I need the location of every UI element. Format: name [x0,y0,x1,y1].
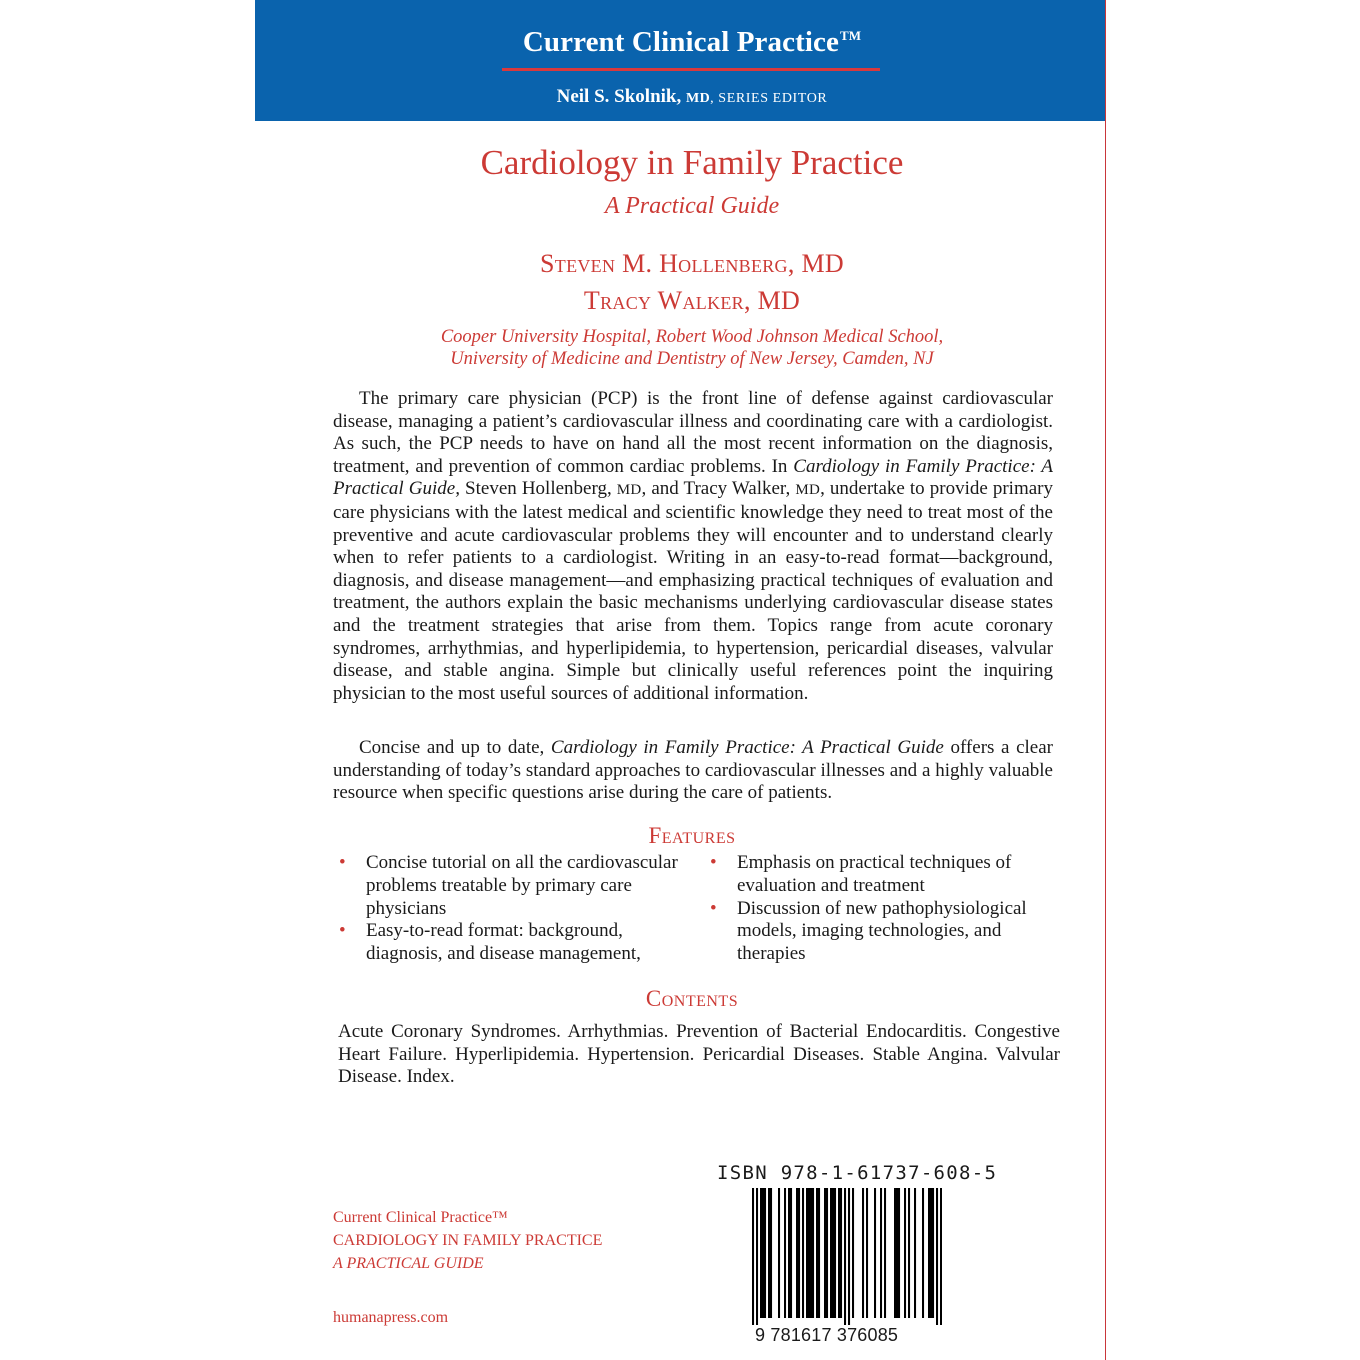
barcode-bar [768,1188,770,1318]
bullet-icon: • [710,852,717,873]
degree-md: MD [795,482,821,499]
editor-degree: MD [685,91,711,106]
barcode-bar [790,1188,792,1318]
barcode-bar [848,1188,850,1325]
barcode-bar [808,1188,810,1318]
features-column-right [704,852,1064,966]
barcode-bar [898,1188,900,1318]
feature-text: Concise tutorial on all the cardiovascular problems treatable by primary care physicians [366,852,678,919]
barcode-bar [824,1188,826,1318]
text-run: , and Tracy Walker, [641,478,796,500]
feature-text: Discussion of new pathophysiological models, imaging technologies, and therapies [737,897,1027,965]
bullet-icon: • [339,920,346,942]
barcode-bar [884,1188,886,1318]
back-cover [255,0,1106,1360]
barcode-bar [932,1188,934,1318]
barcode-bar [796,1188,798,1318]
barcode-bar [940,1188,942,1325]
description-paragraph-1 [333,388,1053,705]
footer-subtitle: A PRACTICAL GUIDE [333,1255,484,1272]
barcode-bar [844,1188,846,1325]
barcode-bar [764,1188,766,1318]
editor-name: Neil S. Skolnik, [556,86,682,107]
degree-md: MD [616,482,642,499]
affiliation-line-1: Cooper University Hospital, Robert Wood Johnson Medical School, [440,327,944,347]
text-run: The primary care physician (PCP) is the front line of defense against cardiovascular disease, managing a patient’s cardiovascular illness and coordinating care with a cardiologist. As such, the PCP needs to have on hand all the most recent information on the diagnosis, treatment, and prevention of common cardiac problems. In [333,388,1053,477]
barcode-bar [778,1188,780,1318]
isbn-number: ISBN 978-1-61737-608-5 [717,1162,998,1184]
barcode-bar [862,1188,864,1318]
editor-role: , SERIES EDITOR [710,91,828,106]
barcode-bar [784,1188,786,1318]
features-heading: Features [648,823,736,848]
feature-text: Easy-to-read format: background, diagnosis, and disease management, [366,920,641,965]
barcode-bar [904,1188,906,1318]
list-item [704,852,1064,898]
barcode-bar [866,1188,868,1318]
barcode-bar [756,1188,758,1325]
series-banner [255,0,1105,121]
barcode-bar [896,1188,898,1318]
barcode-bar [834,1188,836,1318]
barcode-bar [818,1188,820,1318]
barcode-bar [806,1188,808,1318]
contents-heading: Contents [645,986,739,1011]
barcode-bar [760,1188,762,1318]
features-column-left [333,852,683,966]
barcode-bar [908,1188,910,1318]
author-hollenberg: Steven M. Hollenberg, MD [540,249,844,278]
footer-series: Current Clinical Practice™ [333,1209,508,1226]
barcode-bar [770,1188,772,1318]
barcode-bar [826,1188,828,1318]
barcode-bar [816,1188,818,1318]
barcode-bar [852,1188,854,1318]
barcode-bar [788,1188,790,1318]
description-paragraph-2 [333,737,1053,805]
barcode-bar [762,1188,764,1318]
bullet-icon: • [710,897,717,919]
barcode-bar [802,1188,804,1318]
trademark-mark: TM [839,28,862,43]
affiliation-line-2: University of Medicine and Dentistry of New Jersey, Camden, NJ [450,349,934,369]
book-title-reference: Cardiology in Family Practice: A Practical Guide [550,737,944,758]
barcode-bar [830,1188,832,1318]
bullet-icon: • [339,852,346,873]
list-item [333,920,683,966]
barcode-bar [798,1188,800,1318]
book-title-reference: Cardiology in Family Practice: A Practical Guide, [333,455,1054,500]
barcode-bar [832,1188,834,1318]
barcode-bar [930,1188,932,1318]
feature-text: Emphasis on practical techniques of evaluation and treatment [737,852,1012,896]
book-subtitle: A Practical Guide [604,193,780,219]
barcode-bar [812,1188,814,1318]
series-title [255,26,1129,59]
barcode-bar [838,1188,840,1318]
publisher-website-link[interactable]: humanapress.com [333,1309,449,1326]
barcode-bar [810,1188,812,1318]
text-run: Steven Hollenberg, [459,478,617,500]
text-run: offers a clear understanding of today’s standard approaches to cardiovascular illnesses and a highly valuable resource when specific questions arise during the care of patients. [333,737,1053,804]
barcode-bar [928,1188,930,1318]
barcode-bar [880,1188,882,1318]
author-walker: Tracy Walker, MD [583,286,801,315]
barcode-bar [936,1188,938,1325]
series-name: Current Clinical Practice [522,26,839,58]
banner-divider [502,68,880,71]
list-item [333,852,683,920]
barcode-bar [840,1188,842,1318]
series-editor [255,86,1129,108]
text-run: , undertake to provide primary care physicians with the latest medical and scientific knowledge they need to treat most of the preventive and acute cardiovascular problems they will encounter and to understand clearly when to refer patients to a cardiologist. Writing in an easy-to-read format—background, diagnosis, and disease management—and emphasizing practical techniques of evaluation and treatment, the authors explain the basic mechanisms underlying cardiovascular disease states and the treatment strategies that arise from them. Topics range from acute coronary syndromes, arrhythmias, and hyperlipidemia, to hypertension, pericardial diseases, valvular disease, and stable angina. Simple but clinically useful references point the inquiring physician to the most useful sources of additional information. [333,478,1053,704]
barcode-bar [752,1188,754,1325]
barcode-bar [922,1188,924,1318]
list-item [704,898,1064,966]
text-run: Concise and up to date, [359,737,551,758]
footer-title: CARDIOLOGY IN FAMILY PRACTICE [333,1232,603,1249]
barcode-bar [914,1188,916,1318]
barcode-bar [874,1188,876,1318]
barcode-digits: 9 781617 376085 [755,1325,899,1345]
barcode-image [752,1188,942,1325]
barcode-bar [894,1188,896,1318]
contents-list: Acute Coronary Syndromes. Arrhythmias. Prevention of Bacterial Endocarditis. Congestive Heart Failure. Hyperlipidemia. Hypertension. Pericardial Diseases. Stable Angina. Valvular Disease. Index. [338,1021,1060,1088]
book-title: Cardiology in Family Practice [480,143,904,182]
